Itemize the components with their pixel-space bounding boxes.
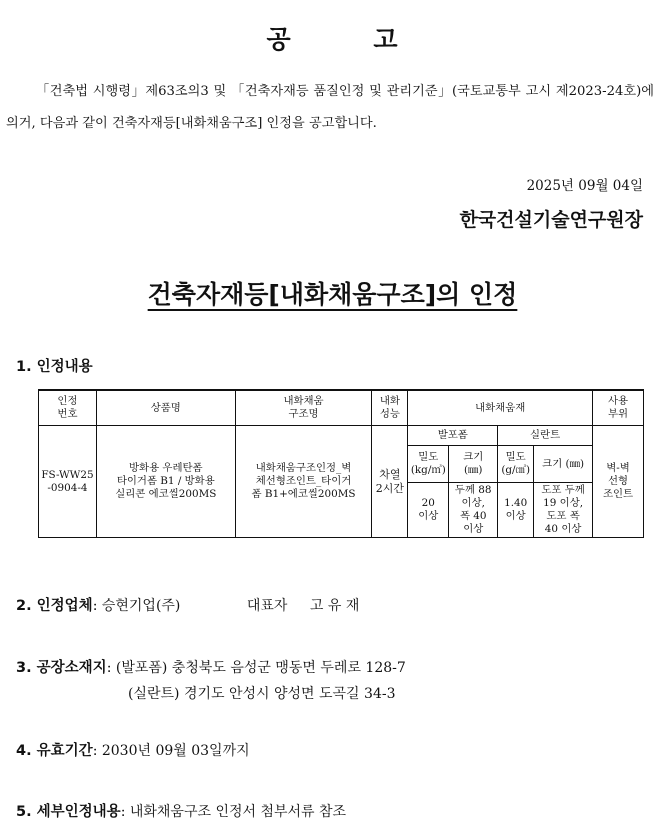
- subheader-sealant: 실란트: [498, 426, 593, 446]
- cell-structure: 내화채움구조인정_벽 체선형조인트_타이거 폼 B1+에코씰200MS: [235, 426, 372, 538]
- cell-foam-size: 두께 88 이상, 폭 40 이상: [449, 483, 498, 538]
- validity-period: : 2030년 09월 03일까지: [92, 743, 250, 759]
- section-4-label: 4. 유효기간: [16, 743, 93, 759]
- cell-usage: 벽-벽 선형 조인트: [593, 426, 644, 538]
- cell-sealant-size: 도포 두께 19 이상, 도포 폭 40 이상: [534, 483, 593, 538]
- cell-sealant-density: 1.40 이상: [498, 483, 534, 538]
- subheader-foam-density: 밀도 (kg/㎥): [408, 446, 449, 483]
- document-title: 건축자재등[내화채움구조]의 인정: [147, 280, 518, 309]
- representative-name: 고 유 재: [309, 598, 360, 614]
- notice-heading: 공 고: [266, 25, 399, 54]
- certification-table: [38, 389, 644, 538]
- section-5: [16, 800, 346, 821]
- section-4: [16, 739, 250, 760]
- intro-paragraph: 「건축법 시행령」제63조의3 및 「건축자재등 품질인정 및 관리기준」(국토교통부 고시 제2023-24호)에 의거, 다음과 같이 건축자재등[내화채움구조] 인정을 공고합니다.: [6, 84, 654, 131]
- header-usage: 사용 부위: [593, 390, 644, 426]
- company-name: : 승현기업(주): [92, 598, 181, 614]
- detail-content: : 내화채움구조 인정서 첨부서류 참조: [120, 804, 347, 820]
- representative-label: 대표자: [246, 598, 288, 614]
- header-cert-no: 인정 번호: [39, 390, 97, 426]
- subheader-foam-size: 크기 (㎜): [449, 446, 498, 483]
- cell-product: 방화용 우레탄폼 타이거폼 B1 / 방화용 실리콘 에코씰200MS: [96, 426, 235, 538]
- section-5-label: 5. 세부인정내용: [16, 804, 121, 820]
- cell-performance: 차열 2시간: [372, 426, 408, 538]
- subheader-sealant-size: 크기 (㎜): [534, 446, 593, 483]
- subheader-foam: 발포폼: [408, 426, 498, 446]
- factory-address-foam: : (발포폼) 충청북도 음성군 맹동면 두레로 128-7: [106, 660, 406, 676]
- section-3: [16, 656, 406, 677]
- notice-date: 2025년 09월 04일: [526, 178, 643, 194]
- subheader-sealant-density: 밀도 (g/㎤): [498, 446, 534, 483]
- cell-foam-density: 20 이상: [408, 483, 449, 538]
- issuer-name: 한국건설기술연구원장: [459, 209, 643, 231]
- factory-address-sealant: (실란트) 경기도 안성시 양성면 도곡길 34-3: [128, 686, 396, 702]
- header-product: 상품명: [96, 390, 235, 426]
- section-2-label: 2. 인정업체: [16, 598, 93, 614]
- header-performance: 내화 성능: [372, 390, 408, 426]
- section-1-label: 1. 인정내용: [16, 359, 93, 375]
- section-2: [16, 594, 359, 615]
- cell-cert-no: FS-WW25 -0904-4: [39, 426, 97, 538]
- section-3-label: 3. 공장소재지: [16, 660, 107, 676]
- header-structure: 내화채움 구조명: [235, 390, 372, 426]
- header-material: 내화채움재: [408, 390, 593, 426]
